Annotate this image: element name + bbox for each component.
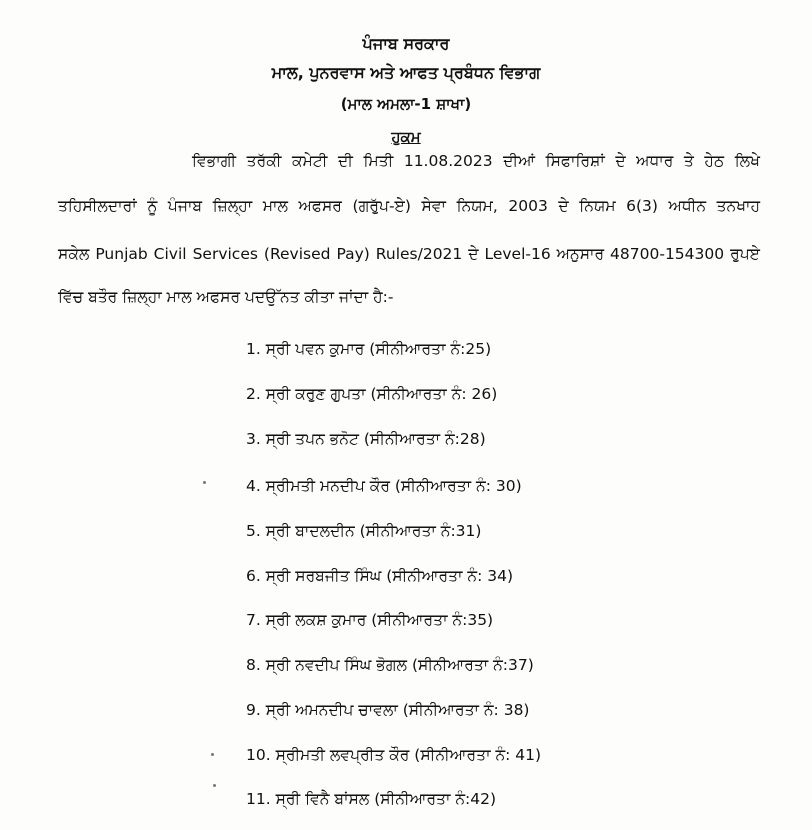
order-title: ਹੁਕਮ — [391, 128, 421, 146]
officer-list-item: 1. ਸ੍ਰੀ ਪਵਨ ਕੁਮਾਰ (ਸੀਨੀਆਰਤਾ ਨੰ:25) — [246, 340, 492, 358]
officer-list-item: 11. ਸ੍ਰੀ ਵਿਨੈ ਬਾਂਸਲ (ਸੀਨੀਆਰਤਾ ਨੰ:42) — [246, 790, 497, 808]
scan-speck — [211, 753, 214, 756]
branch-heading: (ਮਾਲ ਅਮਲਾ-1 ਸ਼ਾਖਾ) — [340, 95, 472, 113]
officer-list-item: 6. ਸ੍ਰੀ ਸਰਬਜੀਤ ਸਿੰਘ (ਸੀਨੀਆਰਤਾ ਨੰ: 34) — [246, 567, 514, 585]
order-text-line-1: ਵਿਭਾਗੀ ਤਰੱਕੀ ਕਮੇਟੀ ਦੀ ਮਿਤੀ 11.08.2023 ਦੀਆਂ ਸਿਫਾਰਿਸ਼ਾਂ ਦੇ ਅਧਾਰ ਤੇ ਹੇਠ ਲਿਖੇ — [192, 152, 760, 170]
government-heading: ਪੰਜਾਬ ਸਰਕਾਰ — [362, 34, 450, 53]
order-text-line-2: ਤਹਿਸੀਲਦਾਰਾਂ ਨੂੰ ਪੰਜਾਬ ਜ਼ਿਲ੍ਹਾ ਮਾਲ ਅਫਸਰ (ਗਰੁੱਪ-ਏ) ਸੇਵਾ ਨਿਯਮ, 2003 ਦੇ ਨਿਯਮ 6(3) ਅਧੀਨ ਤਨਖਾਹ — [58, 197, 760, 215]
order-text-line-4: ਵਿੱਚ ਬਤੌਰ ਜ਼ਿਲ੍ਹਾ ਮਾਲ ਅਫਸਰ ਪਦਉੱਨਤ ਕੀਤਾ ਜਾਂਦਾ ਹੈ:- — [58, 288, 394, 306]
scan-speck — [213, 784, 216, 787]
officer-list-item: 7. ਸ੍ਰੀ ਲਕਸ਼ ਕੁਮਾਰ (ਸੀਨੀਆਰਤਾ ਨੰ:35) — [246, 611, 494, 629]
officer-list-item: 9. ਸ੍ਰੀ ਅਮਨਦੀਪ ਚਾਵਲਾ (ਸੀਨੀਆਰਤਾ ਨੰ: 38) — [246, 701, 530, 719]
department-heading: ਮਾਲ, ਪੁਨਰਵਾਸ ਅਤੇ ਆਫਤ ਪ੍ਰਬੰਧਨ ਵਿਭਾਗ — [271, 63, 541, 82]
officer-list-item: 5. ਸ੍ਰੀ ਬਾਦਲਦੀਨ (ਸੀਨੀਆਰਤਾ ਨੰ:31) — [246, 522, 482, 540]
officer-list-item: 4. ਸ੍ਰੀਮਤੀ ਮਨਦੀਪ ਕੌਰ (ਸੀਨੀਆਰਤਾ ਨੰ: 30) — [246, 477, 522, 495]
officer-list-item: 8. ਸ੍ਰੀ ਨਵਦੀਪ ਸਿੰਘ ਭੋਗਲ (ਸੀਨੀਆਰਤਾ ਨੰ:37) — [246, 656, 534, 674]
officer-list-item: 3. ਸ੍ਰੀ ਤਪਨ ਭਨੋਟ (ਸੀਨੀਆਰਤਾ ਨੰ:28) — [246, 430, 486, 448]
officer-list-item: 10. ਸ੍ਰੀਮਤੀ ਲਵਪ੍ਰੀਤ ਕੌਰ (ਸੀਨੀਆਰਤਾ ਨੰ: 41) — [246, 746, 542, 764]
officer-list-item: 2. ਸ੍ਰੀ ਕਰੁਣ ਗੁਪਤਾ (ਸੀਨੀਆਰਤਾ ਨੰ: 26) — [246, 385, 498, 403]
order-text-line-3: ਸਕੇਲ Punjab Civil Services (Revised Pay) Rules/2021 ਦੇ Level-16 ਅਨੁਸਾਰ 48700-154300 ਰੁਪਏ — [58, 245, 760, 263]
scan-speck — [203, 481, 206, 484]
